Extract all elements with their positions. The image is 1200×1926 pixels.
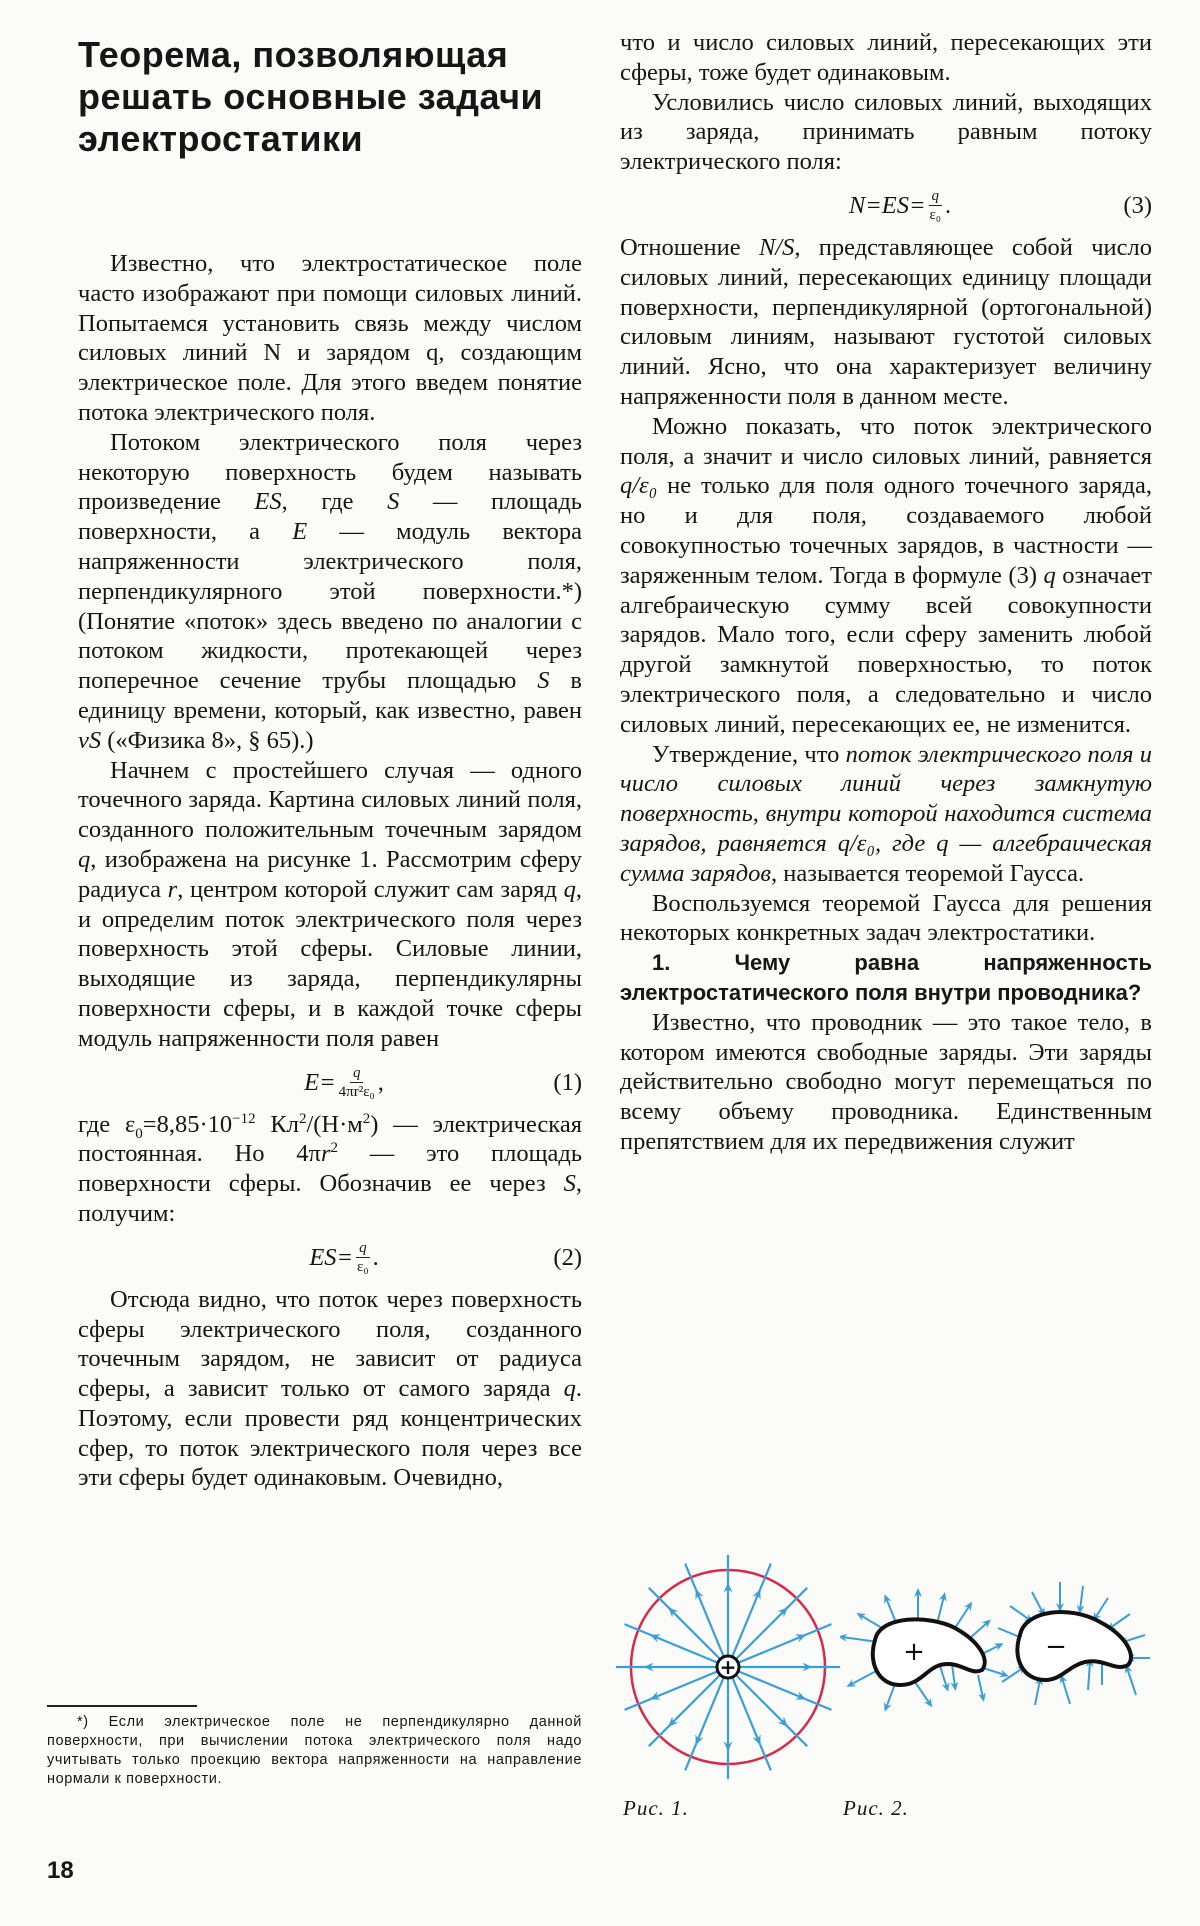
- symbol-S: S: [387, 488, 400, 516]
- symbol-q: q: [78, 845, 91, 873]
- symbol-q: q: [1043, 561, 1056, 589]
- paragraph-epsilon: [78, 1110, 582, 1229]
- figure-2-charged-bodies: [840, 1580, 1170, 1730]
- text: Начнем с простейшего случая — одного точечного заряда. Картина силовых линий поля, созданного положительным точечным зарядом: [78, 756, 582, 844]
- punct: ,: [377, 1068, 384, 1096]
- text: Утверждение, что: [652, 740, 846, 768]
- fraction: [929, 188, 943, 223]
- footnote: [47, 1713, 582, 1789]
- paragraph-superposition: [620, 412, 1152, 740]
- text: /(Н·м: [306, 1110, 363, 1138]
- positive-body: [873, 1619, 985, 1685]
- denominator: 4πr²ε₀: [338, 1084, 375, 1101]
- punct: .: [372, 1243, 379, 1271]
- figure-1-point-charge-field: [610, 1555, 845, 1780]
- figure-1-caption: Рис. 1.: [623, 1796, 689, 1820]
- inward-arrow: [1035, 1680, 1040, 1705]
- equation-number: (2): [553, 1243, 582, 1271]
- symbol-vS: vS: [78, 726, 102, 754]
- text: — площадь поверхности, а: [78, 488, 582, 546]
- text: , изображена на рисунке 1. Рассмотрим сферу радиуса: [78, 845, 582, 903]
- paragraph-gauss-theorem: [620, 740, 1152, 889]
- figure-2-caption: Рис. 2.: [843, 1796, 909, 1820]
- section-heading: 1. Чему равна напряженность электростатического поля внутри проводника?: [620, 950, 1152, 1005]
- right-column: [620, 28, 1152, 1157]
- text: , называется теоремой Гаусса.: [771, 859, 1085, 887]
- exponent: 2: [298, 1110, 307, 1127]
- inward-arrow: [1095, 1598, 1108, 1618]
- outward-arrow: [978, 1675, 983, 1698]
- equation-2: [78, 1235, 582, 1281]
- outward-arrow: [938, 1596, 944, 1620]
- symbol-q: q: [563, 1375, 576, 1403]
- inward-arrow: [1062, 1678, 1070, 1704]
- symbol-ES: ES: [254, 488, 282, 516]
- exponent: 2: [330, 1140, 338, 1157]
- numerator: q: [929, 188, 943, 206]
- paragraph-radius-independence: [78, 1285, 582, 1494]
- outward-arrow: [940, 1666, 947, 1688]
- exponent: −12: [232, 1110, 256, 1127]
- equation-lhs: ES=: [309, 1243, 354, 1271]
- text: где ε: [78, 1110, 136, 1138]
- text: , представляющее собой число силовых линий, пересекающих единицу площади поверхности, перпендикулярной (ортогональной) силовым линиям, называют густотой силовых линий. Ясно, что она характеризует величину напряженности поля в данном месте.: [620, 233, 1152, 410]
- outward-arrow: [952, 1664, 955, 1687]
- outward-arrow: [970, 1622, 988, 1638]
- left-column: [78, 249, 582, 1493]
- outward-arrow: [886, 1684, 895, 1708]
- inward-arrow: [1110, 1614, 1130, 1628]
- text: Можно показать, что поток электрического поля, а значит и число силовых линий, равняется: [620, 412, 1152, 470]
- symbol-S: S: [563, 1170, 576, 1198]
- paragraph-continuation: что и число силовых линий, пересекающих эти сферы, тоже будет одинаковым.: [620, 29, 1152, 86]
- text: ) — электрическая постоянная. Но 4π: [78, 1110, 582, 1168]
- symbol-q: q: [563, 875, 576, 903]
- equation-3: [620, 183, 1152, 229]
- text: , получим:: [78, 1170, 582, 1227]
- symbol-E: E: [292, 518, 308, 546]
- text: =8,85·10: [142, 1110, 233, 1138]
- outward-arrow: [915, 1682, 930, 1704]
- charge-sign: +: [719, 1655, 737, 1679]
- numerator: q: [350, 1065, 364, 1083]
- text: Отношение: [620, 233, 759, 261]
- outward-arrow: [983, 1668, 1005, 1675]
- denominator: ε₀: [357, 1259, 369, 1276]
- paragraph-use-gauss: Воспользуемся теоремой Гаусса для решения некоторых конкретных задач электростатики.: [620, 889, 1152, 947]
- paragraph-conductor: Известно, что проводник — это такое тело, в котором имеются свободные заряды. Эти заряды действительно свободно могут перемещаться по всему объему проводника. Единственным препятствием для их передвижения служит: [620, 1008, 1152, 1155]
- text: означает алгебраическую сумму всей совокупности зарядов. Мало того, если сферу заменить любой другой замкнутой поверхностью, то поток электрического поля, а следовательно и число силовых линий, пересекающих ее, не изменится.: [620, 561, 1152, 738]
- text: Кл: [255, 1110, 299, 1138]
- paragraph-point-charge: [78, 756, 582, 1054]
- equation-lhs: E=: [304, 1068, 336, 1096]
- symbol-N-over-S: N/S: [758, 233, 795, 261]
- paragraph-density: [620, 233, 1152, 412]
- symbol-r: r: [167, 875, 178, 903]
- inward-arrow: [1032, 1592, 1043, 1613]
- page-number: 18: [47, 1857, 74, 1884]
- denominator: ε₀: [929, 207, 942, 224]
- equation-lhs: N=ES=: [848, 192, 926, 220]
- negative-body: [1017, 1612, 1131, 1680]
- paragraph-flux-definition: [78, 428, 582, 756]
- inward-arrow: [1088, 1662, 1090, 1690]
- text: — модуль вектора напряженности электрического поля, перпендикулярного этой поверхности.*) (Понятие «поток» здесь введено по аналогии с потоком жидкости, протекающей через поперечное сечение трубы площадью: [78, 518, 582, 695]
- paragraph-convention: Условились число силовых линий, выходящих из заряда, принимать равным потоку электрического поля:: [620, 88, 1152, 176]
- inward-arrow: [1127, 1668, 1136, 1695]
- symbol-r: r: [320, 1140, 331, 1168]
- numerator: q: [356, 1240, 370, 1258]
- text: — это площадь поверхности сферы. Обозначив ее через: [78, 1140, 582, 1198]
- text: Потоком электрического поля через некоторую поверхность будем называть произведение: [78, 428, 582, 516]
- footnote-divider: [47, 1705, 197, 1707]
- text: , центром которой служит сам заряд: [177, 875, 564, 903]
- text: , и определим поток электрического поля через поверхность этой сферы. Силовые линии, выходящие из заряда, перпендикулярны поверхности сферы, и в каждой точке сферы модуль напряженности поля равен: [78, 875, 583, 1052]
- equation-number: (3): [1123, 192, 1152, 220]
- text: в единицу времени, который, как известно, равен: [78, 667, 582, 724]
- fraction: [339, 1065, 375, 1100]
- inward-arrow: [1080, 1586, 1083, 1610]
- text: («Физика 8», § 65).): [101, 726, 314, 754]
- positive-sign: +: [903, 1637, 925, 1667]
- text: Отсюда видно, что поток через поверхность сферы электрического поля, созданного точечным зарядом, не зависит от радиуса сферы, а зависит только от самого заряда: [78, 1285, 582, 1403]
- inward-arrow: [1010, 1606, 1030, 1620]
- outward-arrow: [886, 1598, 895, 1620]
- symbol-S: S: [537, 667, 550, 695]
- negative-sign: −: [1045, 1632, 1067, 1662]
- outward-arrow: [860, 1615, 882, 1628]
- symbol-q-over-eps: q/ε₀: [620, 472, 658, 500]
- exponent: 2: [362, 1110, 371, 1127]
- inward-arrow: [1002, 1668, 1023, 1682]
- text: не только для поля одного точечного заряда, но и для поля, создаваемого любой совокупностью точечных зарядов, в частности — заряженным телом. Тогда в формуле (3): [620, 472, 1152, 589]
- outward-arrow: [955, 1605, 970, 1628]
- punct: .: [945, 192, 952, 220]
- paragraph-intro: Известно, что электростатическое поле часто изображают при помощи силовых линий. Попытаемся установить связь между числом силовых линий N и зарядом q, создающим электрическое поле. Для этого введем понятие потока электрического поля.: [78, 250, 582, 426]
- equation-number: (1): [553, 1068, 582, 1096]
- article-title: Теорема, позволяющая решать основные задачи электростатики: [78, 34, 544, 159]
- text: . Поэтому, если провести ряд концентрических сфер, то поток электрического поля через все эти сферы будет одинаковым. Очевидно,: [78, 1375, 582, 1492]
- fraction: [356, 1240, 370, 1275]
- outward-arrow: [850, 1670, 878, 1685]
- theorem-statement: поток электрического поля и число силовых линий через замкнутую поверхность, внутри которой находится система зарядов, равняется q/ε₀, где q — алгебраическая сумма зарядов: [620, 740, 1152, 887]
- footnote-text: *) Если электрическое поле не перпендикулярно данной поверхности, при вычислении потока электрического поля надо учитывать только проекцию вектора напряженности на направление нормали к поверхности.: [47, 1714, 582, 1787]
- text: , где: [281, 488, 388, 516]
- equation-1: [78, 1060, 582, 1106]
- subscript: 0: [135, 1125, 143, 1142]
